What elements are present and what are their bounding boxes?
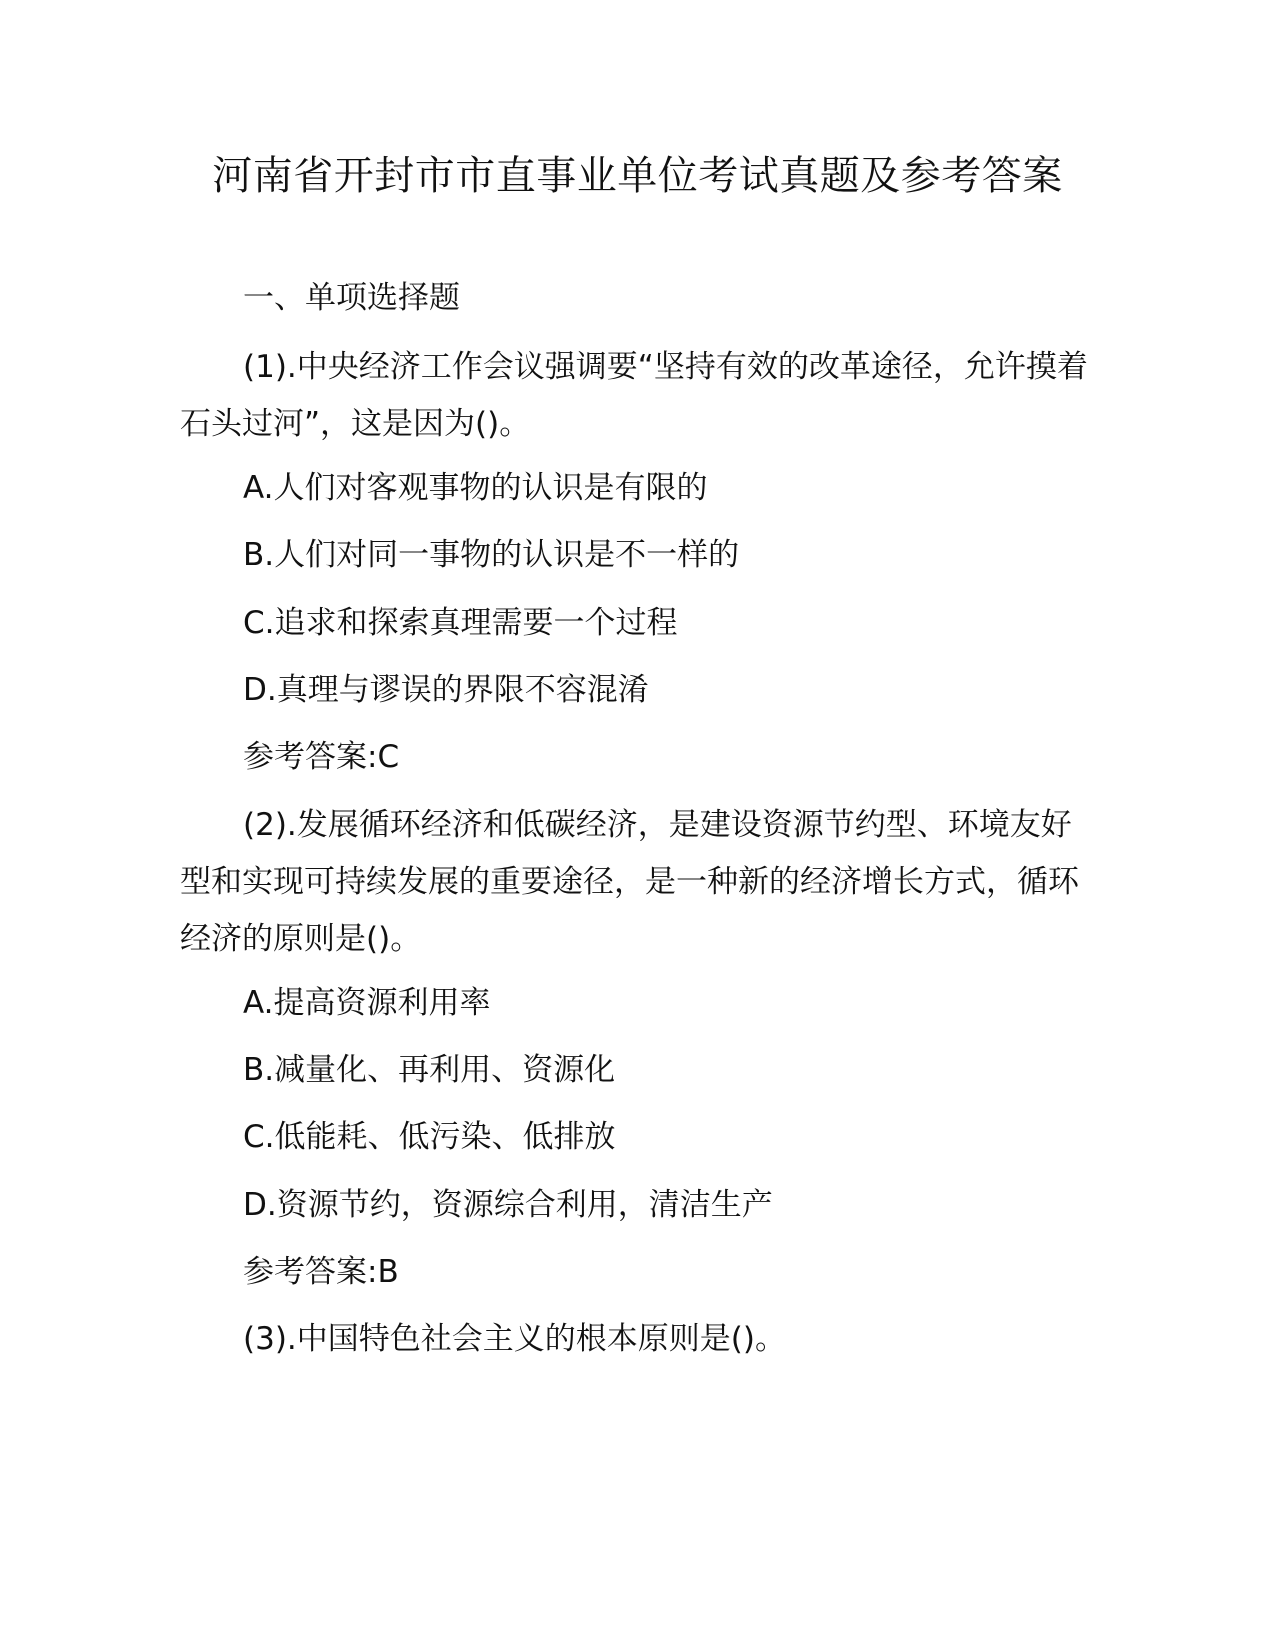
question-1-option-a: A.人们对客观事物的认识是有限的 bbox=[243, 470, 708, 506]
section-heading: 一、单项选择题 bbox=[243, 280, 460, 316]
question-2-option-c: C.低能耗、低污染、低排放 bbox=[243, 1119, 616, 1155]
question-2-option-b: B.减量化、再利用、资源化 bbox=[243, 1052, 616, 1088]
document-title: 河南省开封市市直事业单位考试真题及参考答案 bbox=[212, 153, 1063, 199]
question-1-option-d: D.真理与谬误的界限不容混淆 bbox=[243, 672, 649, 708]
question-2-option-a: A.提高资源利用率 bbox=[243, 985, 491, 1021]
question-1-answer: 参考答案:C bbox=[243, 739, 400, 775]
question-2-answer: 参考答案:B bbox=[243, 1254, 399, 1290]
question-1-option-c: C.追求和探索真理需要一个过程 bbox=[243, 605, 678, 641]
question-1-stem: (1).中央经济工作会议强调要“坚持有效的改革途径，允许摸着石头过河”，这是因为()。 bbox=[180, 349, 1088, 442]
question-1-option-b: B.人们对同一事物的认识是不一样的 bbox=[243, 537, 740, 573]
question-3-stem: (3).中国特色社会主义的根本原则是()。 bbox=[243, 1321, 786, 1357]
question-2-stem: (2).发展循环经济和低碳经济，是建设资源节约型、环境友好型和实现可持续发展的重要途径，是一种新的经济增长方式，循环经济的原则是()。 bbox=[180, 807, 1079, 957]
question-2-option-d: D.资源节约，资源综合利用，清洁生产 bbox=[243, 1187, 773, 1223]
